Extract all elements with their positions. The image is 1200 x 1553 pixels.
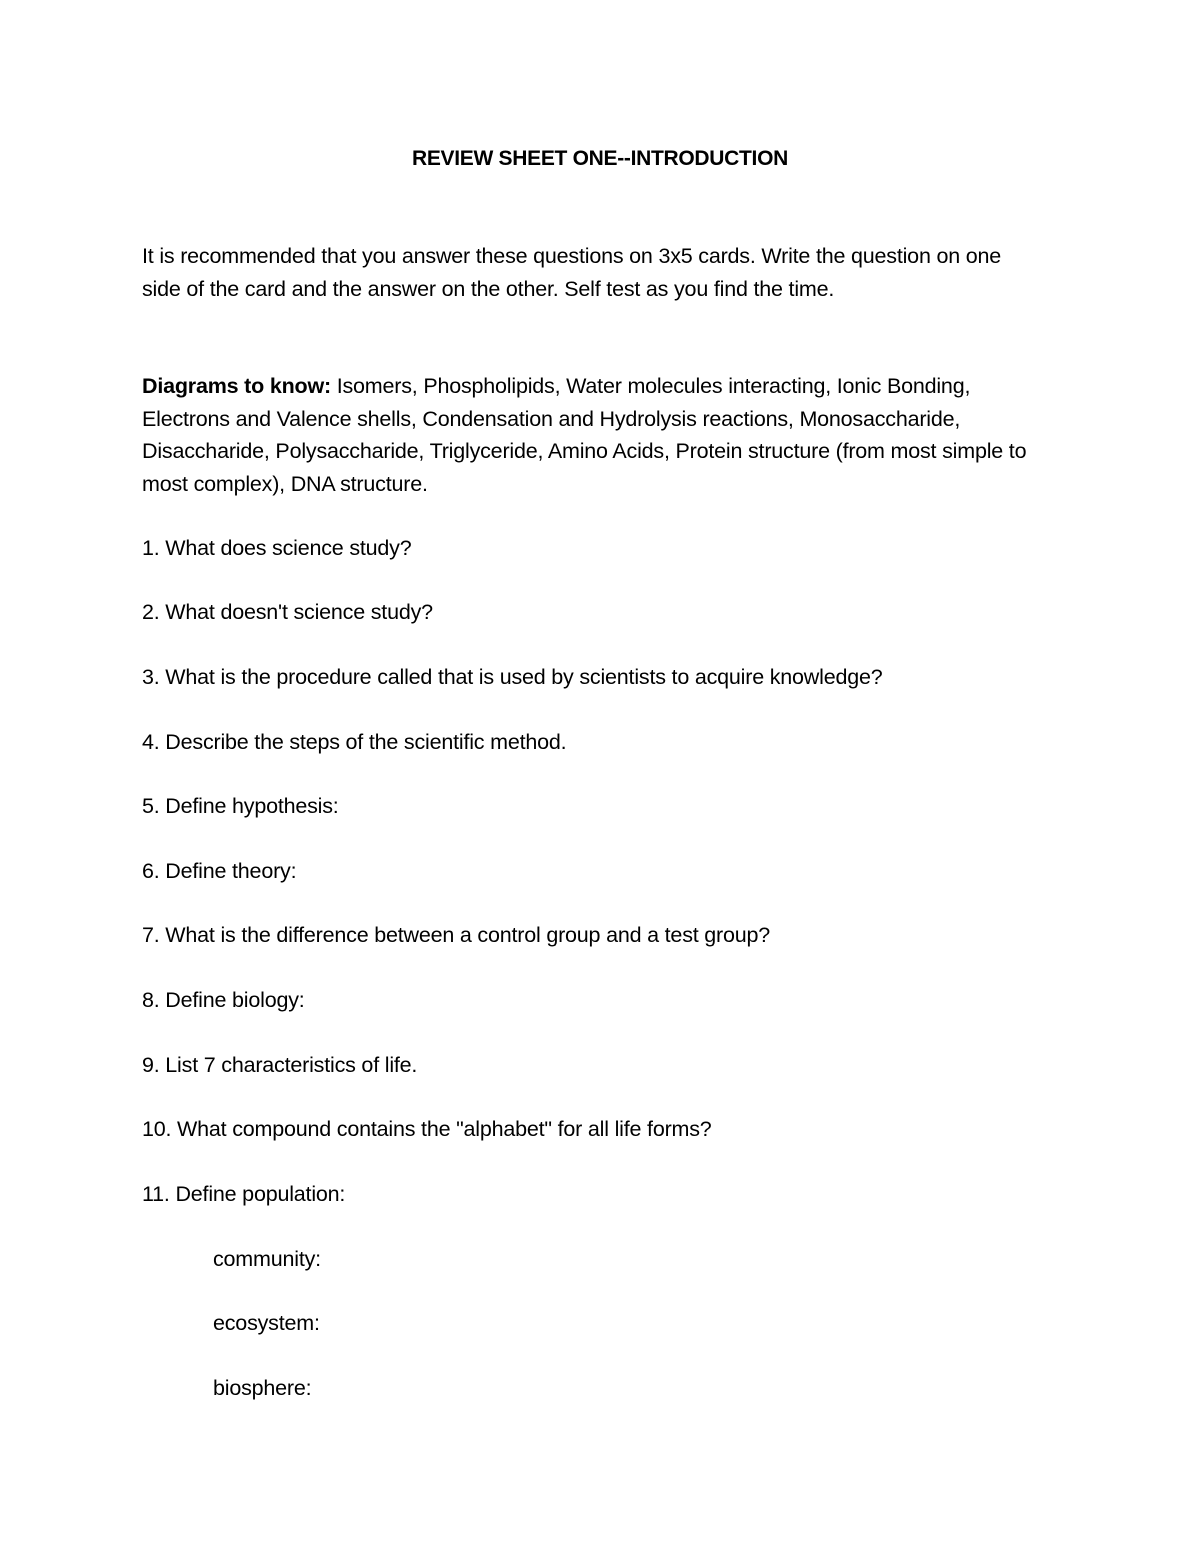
diagrams-list: Isomers, Phospholipids, Water molecules interacting, Ionic Bonding, Electrons and Valence shells, Condensation and Hydrolysis reactions, Monosaccharide, Disaccharide, Polysaccharide, Triglyceride, Amino Acids, Protein structure (from most simple to most complex), DNA structure. [142,374,1027,496]
question-3: 3. What is the procedure called that is used by scientists to acquire knowledge? [142,665,883,689]
page-title: REVIEW SHEET ONE--INTRODUCTION [411,147,788,170]
question-2: 2. What doesn't science study? [142,600,433,624]
question-10: 10. What compound contains the "alphabet" for all life forms? [142,1117,712,1141]
sub-item-ecosystem: ecosystem: [213,1311,320,1335]
question-11: 11. Define population: [142,1182,346,1206]
question-8: 8. Define biology: [142,988,305,1012]
sub-item-community: community: [213,1247,321,1271]
question-6: 6. Define theory: [142,859,297,883]
diagrams-paragraph [142,370,1042,500]
intro-paragraph: It is recommended that you answer these questions on 3x5 cards. Write the question on one side of the card and the answer on the other. Self test as you find the time. [142,244,1002,301]
diagrams-label: Diagrams to know: [142,374,331,398]
question-9: 9. List 7 characteristics of life. [142,1053,418,1077]
sub-item-biosphere: biosphere: [213,1376,312,1400]
question-5: 5. Define hypothesis: [142,794,339,818]
question-7: 7. What is the difference between a control group and a test group? [142,923,771,947]
question-4: 4. Describe the steps of the scientific method. [142,730,567,754]
question-1: 1. What does science study? [142,536,412,560]
